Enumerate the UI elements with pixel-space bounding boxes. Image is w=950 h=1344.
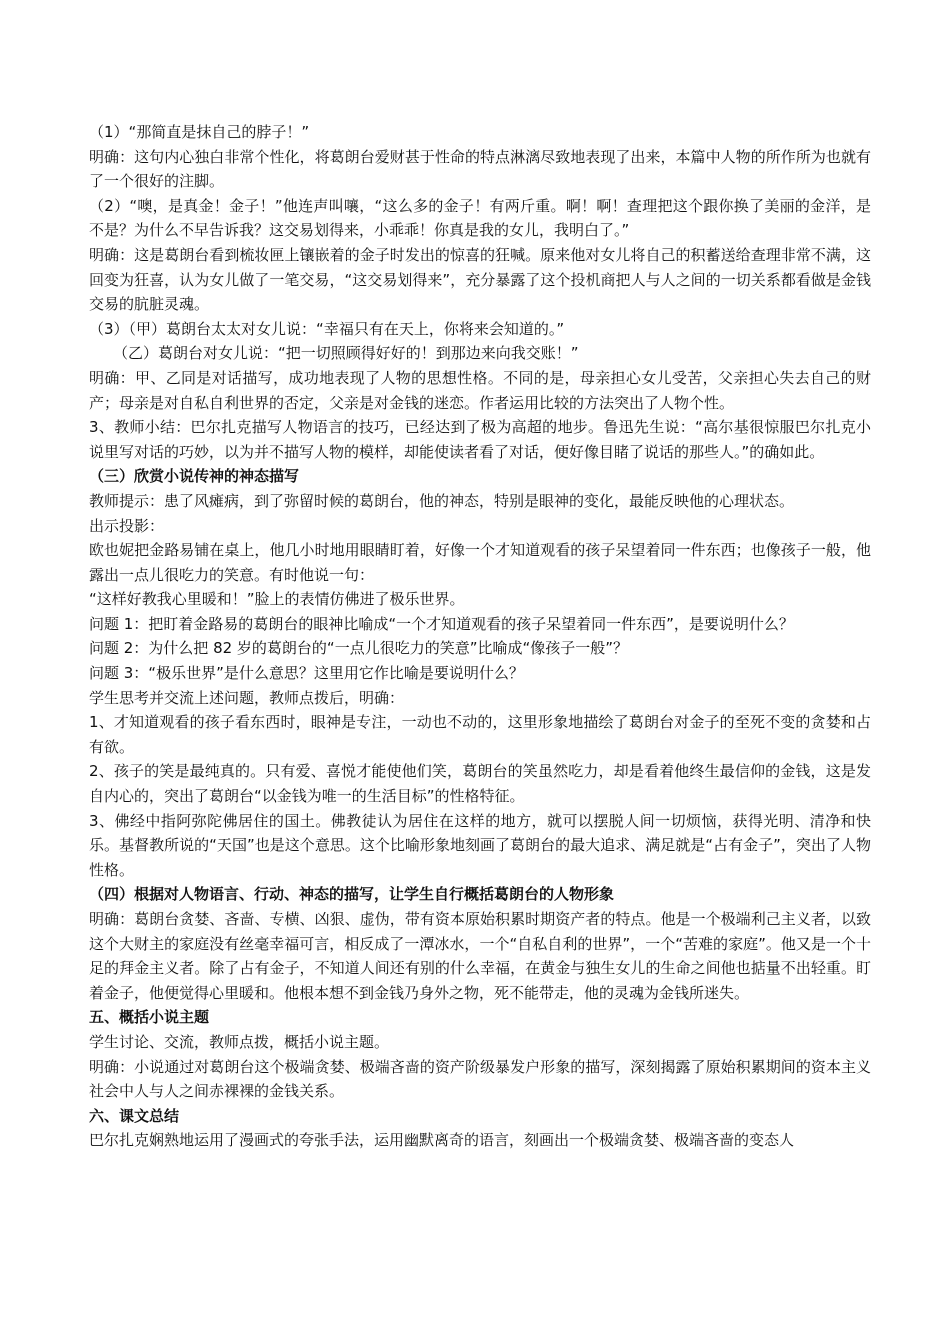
paragraph: 巴尔扎克娴熟地运用了漫画式的夸张手法，运用幽默离奇的语言，刻画出一个极端贪婪、极端吝啬的变态人 (89, 1131, 795, 1150)
paragraph: 问题 2：为什么把 82 岁的葛朗台的“一点儿很吃力的笑意”比喻成“像孩子一般”？ (89, 639, 629, 658)
paragraph: 3、教师小结：巴尔扎克描写人物语言的技巧，已经达到了极为高超的地步。鲁迅先生说：“高尔基很惊服巴尔扎克小说里写对话的巧妙，以为并不描写人物的模样，却能使读者看了对话，便好像目睹了说话的那些人。”的确如此。 (89, 418, 871, 461)
section-heading: （三）欣赏小说传神的神态描写 (89, 467, 300, 486)
paragraph: 明确：葛朗台贪婪、吝啬、专横、凶狠、虚伪，带有资本原始积累时期资产者的特点。他是一个极端利己主义者，以致这个大财主的家庭没有丝毫幸福可言，相反成了一潭冰水，一个“自私自利的世界”，一个“苦难的家庭”。他又是一个十足的拜金主义者。除了占有金子，不知道人间还有别的什么幸福，在黄金与独生女儿的生命之间他也掂量不出轻重。盯着金子，他便觉得心里暖和。他根本想不到金钱乃身外之物，死不能带走，他的灵魂为金钱所迷失。 (89, 910, 871, 1002)
paragraph: 学生思考并交流上述问题，教师点拨后，明确： (89, 688, 405, 707)
section-heading: （四）根据对人物语言、行动、神态的描写，让学生自行概括葛朗台的人物形象 (89, 885, 615, 904)
paragraph: 明确：这是葛朗台看到梳妆匣上镶嵌着的金子时发出的惊喜的狂喊。原来他对女儿将自己的积蓄送给查理非常不满，这回变为狂喜，认为女儿做了一笔交易，“这交易划得来”，充分暴露了这个投机商把人与人之间的一切关系都看做是金钱交易的肮脏灵魂。 (89, 245, 871, 314)
paragraph: 欧也妮把金路易铺在桌上，他几小时地用眼睛盯着，好像一个才知道观看的孩子呆望着同一件东西；也像孩子一般，他露出一点儿很吃力的笑意。有时他说一句： (89, 541, 871, 584)
paragraph: 1、才知道观看的孩子看东西时，眼神是专注，一动也不动的，这里形象地描绘了葛朗台对金子的至死不变的贪婪和占有欲。 (89, 713, 871, 756)
paragraph: 学生讨论、交流，教师点拨，概括小说主题。 (89, 1032, 390, 1051)
paragraph: 3、佛经中指阿弥陀佛居住的国土。佛教徒认为居住在这样的地方，就可以摆脱人间一切烦恼，获得光明、清净和快乐。基督教所说的“天国”也是这个意思。这个比喻形象地刻画了葛朗台的最大追求、满足就是“占有金子”，突出了人物性格。 (89, 811, 871, 879)
paragraph: 明确：小说通过对葛朗台这个极端贪婪、极端吝啬的资产阶级暴发户形象的描写，深刻揭露了原始积累期间的资本主义社会中人与人之间赤裸裸的金钱关系。 (89, 1057, 871, 1101)
paragraph: （1）“那简直是抹自己的脖子！” (89, 123, 310, 141)
paragraph: 教师提示：患了风瘫病，到了弥留时候的葛朗台，他的神态，特别是眼神的变化，最能反映他的心理状态。 (89, 491, 795, 510)
section-heading: 六、课文总结 (89, 1106, 180, 1125)
paragraph: “这样好教我心里暖和！”脸上的表情仿佛进了极乐世界。 (89, 590, 465, 609)
paragraph: （3）（甲）葛朗台太太对女儿说：“幸福只有在天上，你将来会知道的。” (89, 319, 565, 338)
paragraph: 明确：甲、乙同是对话描写，成功地表现了人物的思想性格。不同的是，母亲担心女儿受苦，父亲担心失去自己的财产；母亲是对自私自利世界的否定，父亲是对金钱的迷恋。作者运用比较的方法突出了人物个性。 (89, 368, 871, 412)
paragraph: 明确：这句内心独白非常个性化，将葛朗台爱财甚于性命的特点淋漓尽致地表现了出来，本篇中人物的所作所为也就有了一个很好的注脚。 (89, 147, 871, 191)
paragraph: （2）“噢，是真金！金子！”他连声叫嚷，“这么多的金子！有两斤重。啊！啊！查理把这个跟你换了美丽的金洋，是不是？为什么不早告诉我？这交易划得来，小乖乖！你真是我的女儿，我明白了。” (89, 196, 871, 240)
paragraph: 问题 1：把盯着金路易的葛朗台的眼神比喻成“一个才知道观看的孩子呆望着同一件东西”，是要说明什么？ (89, 614, 794, 633)
paragraph: 问题 3：“极乐世界”是什么意思？这里用它作比喻是要说明什么？ (89, 664, 524, 683)
paragraph: （乙）葛朗台对女儿说：“把一切照顾得好好的！到那边来向我交账！” (113, 344, 579, 363)
document-page (89, 120, 871, 1153)
paragraph: 2、孩子的笑是最纯真的。只有爱、喜悦才能使他们笑，葛朗台的笑虽然吃力，却是看着他终生最信仰的金钱，这是发自内心的，突出了葛朗台“以金钱为唯一的生活目标”的性格特征。 (89, 762, 871, 806)
paragraph: 出示投影： (89, 516, 165, 535)
section-heading: 五、概括小说主题 (89, 1008, 210, 1027)
